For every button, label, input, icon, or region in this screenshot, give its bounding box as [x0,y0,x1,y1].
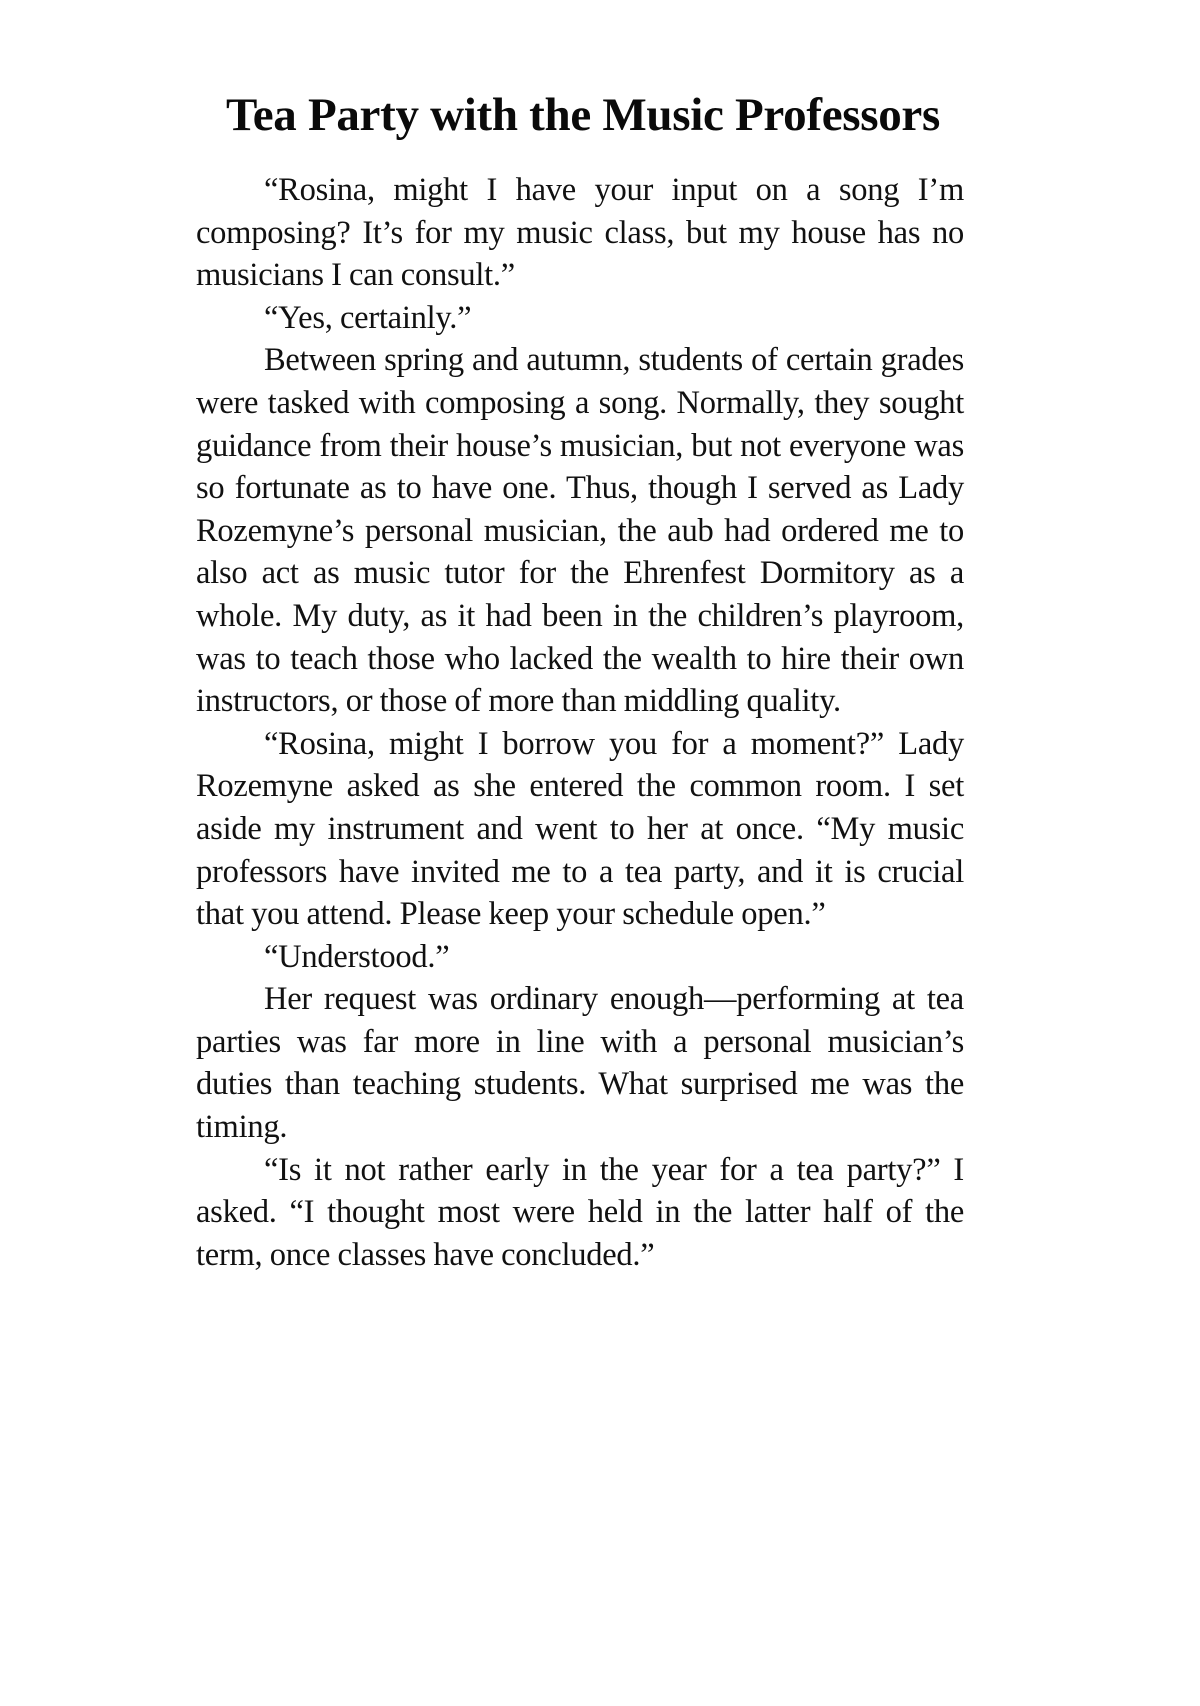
paragraph: “Rosina, might I borrow you for a moment?” Lady Rozemyne asked as she entered the common room. I set aside my instrument and went to her at once. “My music professors have invited me to a tea party, and it is crucial that you attend. Please keep your schedule open.” [196,725,964,933]
paragraph: “Understood.” [264,938,450,975]
paragraph: “Yes, certainly.” [264,299,472,336]
paragraph: Her request was ordinary enough—performing at tea parties was far more in line with a personal musician’s duties than teaching students. What surprised me was the timing. [196,981,964,1146]
paragraph: Between spring and autumn, students of certain grades were tasked with composing a song. Normally, they sought guidance from their house’s musician, but not everyone was so fortunate as to have one. Thus, though I served as Lady Rozemyne’s personal musician, the aub had ordered me to also act as music tutor for the Ehrenfest Dormitory as a whole. My duty, as it had been in the children’s playroom, was to teach those who lacked the wealth to hire their own instructors, or those of more than middling quality. [196,342,964,720]
paragraph: “Rosina, might I have your input on a song I’m composing? It’s for my music class, but my house has no musicians I can consult.” [196,172,964,294]
chapter-body [196,169,964,1276]
book-page [196,82,964,1276]
paragraph: “Is it not rather early in the year for a tea party?” I asked. “I thought most were held in the latter half of the term, once classes have concluded.” [196,1151,964,1273]
chapter-title: Tea Party with the Music Professors [226,89,940,141]
